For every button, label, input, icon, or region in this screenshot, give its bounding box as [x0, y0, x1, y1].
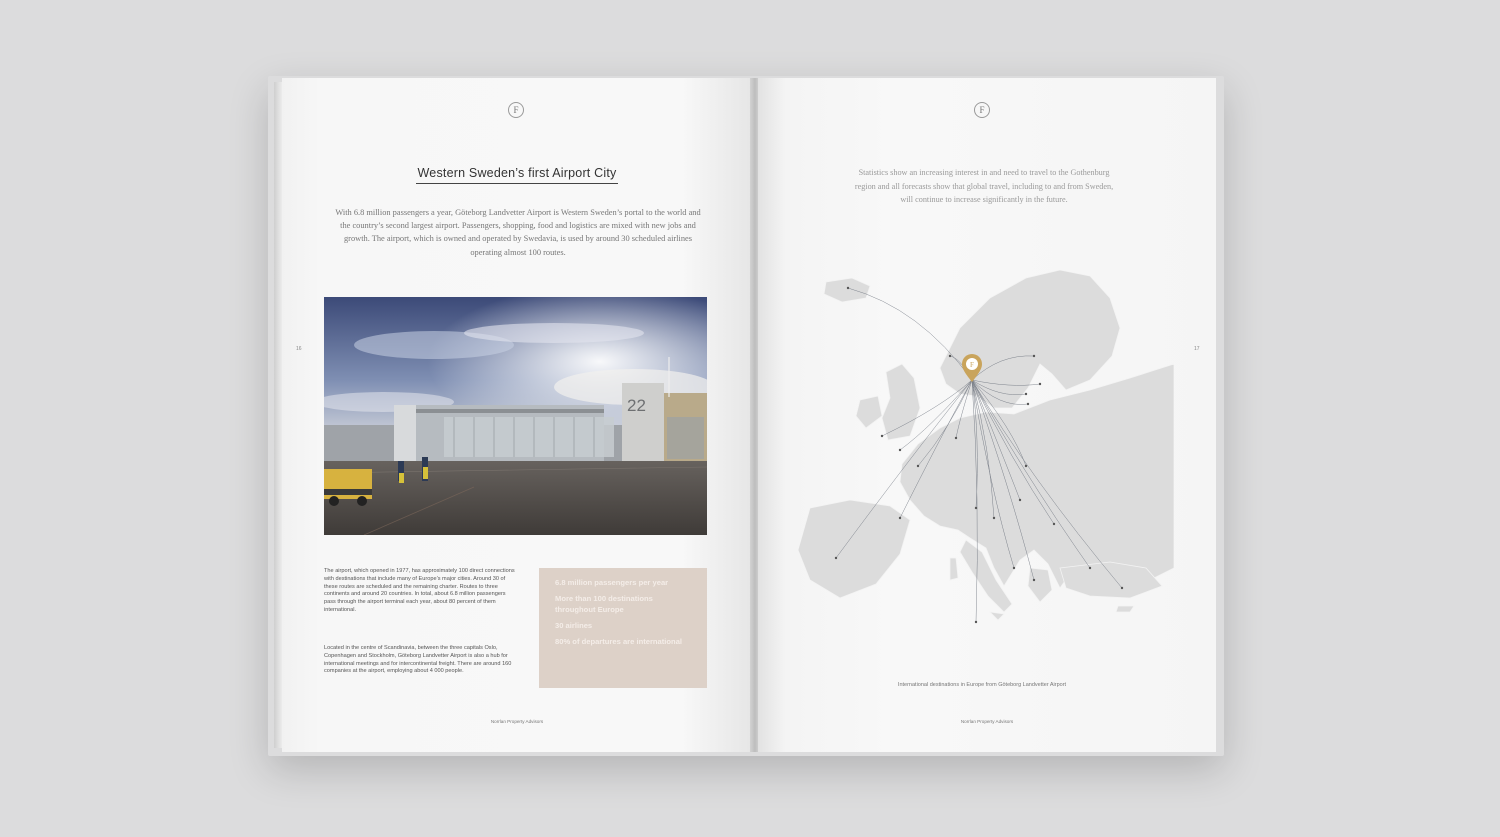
- map-region-iberia: [798, 500, 910, 598]
- city-dot: [1039, 383, 1041, 385]
- map-region-scandinavia: [940, 270, 1120, 408]
- city-dot: [899, 517, 901, 519]
- page-title: [282, 166, 752, 180]
- page-footer: Norrlan Property Advisors: [490, 719, 544, 724]
- city-dot: [993, 517, 995, 519]
- map-region-cyprus: [1116, 606, 1134, 612]
- map-region-mainland: [900, 364, 1174, 588]
- city-dot: [949, 355, 951, 357]
- stat-passengers: 6.8 million passengers per year: [555, 578, 669, 587]
- city-dot: [917, 465, 919, 467]
- hub-marker-label: F: [970, 361, 974, 369]
- city-dot: [955, 437, 957, 439]
- airport-photo: [324, 297, 707, 535]
- stat-destinations: More than 100 destinations throughout Europe: [555, 594, 653, 614]
- gate-number: 22: [627, 396, 646, 415]
- body-paragraph-2: Located in the centre of Scandinavia, between the three capitals Oslo, Copenhagen and Stockholm, Göteborg Landvetter Airport is also a hub for international meetings and for intercontinental freight. There are around 160 companies at the airport, employing about 4 000 people.: [324, 645, 512, 675]
- page-title-text: Western Sweden’s first Airport City: [416, 166, 619, 184]
- stats-box: [539, 568, 707, 688]
- city-dot: [1013, 567, 1015, 569]
- left-page: [282, 78, 752, 752]
- city-dot: [1025, 465, 1027, 467]
- map-region-greece: [1028, 568, 1052, 602]
- right-page: [758, 78, 1216, 752]
- map-caption: International destinations in Europe from Göteborg Landvetter Airport: [897, 682, 1067, 688]
- stat-airlines: 30 airlines: [555, 621, 593, 630]
- map-region-iceland: [824, 278, 870, 302]
- map-region-uk: [882, 364, 920, 440]
- brand-logo-icon: F: [974, 102, 990, 118]
- intro-paragraph: With 6.8 million passengers a year, Göteborg Landvetter Airport is Western Sweden’s portal to the world and the country’s second largest airport. Passengers, shopping, food and logistics are mixed with new jobs and growth. The airport, which is owned and operated by Swedavia, is used by around 30 scheduled airlines operating almost 100 routes.: [335, 208, 701, 257]
- page-footer: Norrlan Property Advisors: [960, 719, 1014, 724]
- city-dot: [881, 435, 883, 437]
- city-dot: [1033, 355, 1035, 357]
- map-region-ireland: [856, 396, 882, 428]
- map-region-sardinia: [950, 558, 958, 580]
- body-paragraph-1: The airport, which opened in 1977, has approximately 100 direct connections with destinations that include many of Europe’s major cities. Around 30 of these routes are scheduled and the remaining charter. Routes to three continents and around 20 countries. In total, about 6.8 million passengers pass through the airport terminal each year, about 80 percent of them international.: [324, 568, 515, 613]
- city-dot: [847, 287, 849, 289]
- city-dot: [899, 449, 901, 451]
- intro-paragraph: Statistics show an increasing interest in and need to travel to the Gothenburg region and all forecasts show that global travel, including to and from Sweden, will continue to increase significantly in the future.: [854, 168, 1114, 204]
- europe-route-map: [790, 268, 1174, 648]
- page-number: 17: [1194, 346, 1200, 352]
- map-region-sicily: [990, 612, 1004, 620]
- city-dot: [975, 507, 977, 509]
- city-dot: [835, 557, 837, 559]
- city-dot: [1053, 523, 1055, 525]
- city-dot: [1121, 587, 1123, 589]
- page-number: 16: [296, 346, 302, 352]
- brand-logo-icon: F: [508, 102, 524, 118]
- city-dot: [1033, 579, 1035, 581]
- city-dot: [1027, 403, 1029, 405]
- city-dot: [975, 621, 977, 623]
- city-dot: [1019, 499, 1021, 501]
- page-edge: [274, 82, 282, 748]
- stat-international: 80% of departures are international: [555, 637, 683, 646]
- city-dot: [1025, 393, 1027, 395]
- city-dot: [1089, 567, 1091, 569]
